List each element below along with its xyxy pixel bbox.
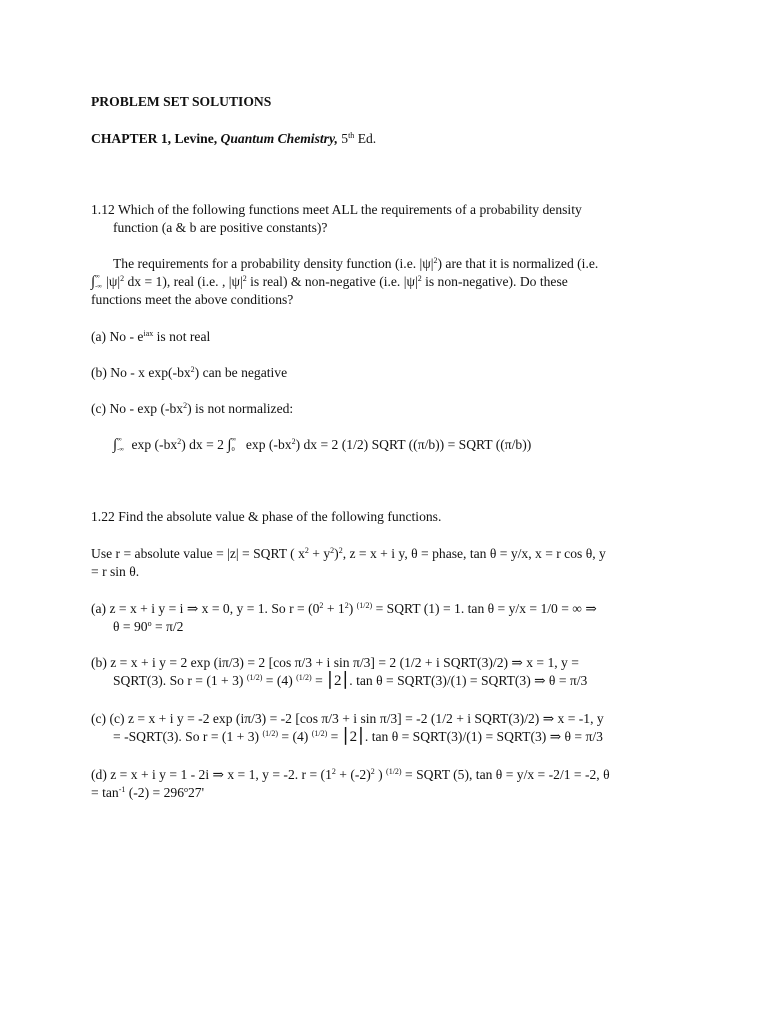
answer-a-end: is not real [153,329,211,344]
integral-sign-icon: ∫ [91,274,96,290]
answer-a [91,329,210,345]
sup: 2 [330,546,335,555]
sup: (1/2) [296,673,312,682]
answer-c-end: ) is not normalized: [187,401,294,416]
part-d-line-1 [91,767,610,783]
use-text-b: + y [308,546,331,561]
sup: (1/2) [386,767,402,776]
requirements-text-c: dx = 1), real (i.e. , |ψ| [124,274,243,289]
part-a-theta: θ = 90 [113,619,148,634]
answer-b-end: ) can be negative [194,365,288,380]
part-d-text-d: = SQRT (5), tan θ = y/x = -2/1 = -2, θ [401,767,610,782]
sup: 2 [331,767,336,776]
use-text-c: ) [334,546,339,561]
sup-2: 2 [242,274,247,283]
integral-sign-icon: ∫ [227,437,232,453]
sup: (1/2) [356,601,373,610]
sup: 2 [344,601,349,610]
part-a-line-1 [91,601,597,617]
answer-b-text: (b) No - x exp(-bx [91,365,191,380]
equation-part-1: exp (-bx [128,437,178,452]
part-c-text-d: . tan θ = SQRT(3)/(1) = SQRT(3) ⇒ θ = π/3 [364,729,603,744]
part-d-tan: = tan [91,785,119,800]
part-c-text-c: = [327,729,342,744]
chapter-prefix: CHAPTER 1, Levine, [91,131,221,146]
answer-c [91,401,293,417]
integral-upper-limit: ∞ [95,273,100,280]
answer-a-text: (a) No - e [91,329,144,344]
integral-lower-limit: -∞ [117,446,124,453]
answer-a-sup: iax [143,329,154,338]
part-d-minutes: 27' [188,785,205,800]
part-d-text-a: (d) z = x + i y = 1 - 2i ⇒ x = 1, y = -2. r = (1 [91,767,332,782]
chapter-heading [91,131,376,147]
degree-sup: o [184,785,188,794]
equation-part-2: ) dx = 2 [181,437,228,452]
requirements-text-a: The requirements for a probability density function (i.e. |ψ| [113,256,434,271]
degree-sup: o [147,619,152,628]
part-b-text-d: . tan θ = SQRT(3)/(1) = SQRT(3) ⇒ θ = π/3 [349,673,588,688]
sup: 2 [304,546,309,555]
part-c-line-1: (c) (c) z = x + i y = -2 exp (iπ/3) = -2 [cos π/3 + i sin π/3] = -2 (1/2 + i SQRT(3)/2) ⇒ x = -1, y [91,711,604,726]
integral-sign-icon: ∫ [113,437,118,453]
page-title: PROBLEM SET SOLUTIONS [91,94,272,109]
part-b-text-a: SQRT(3). So r = (1 + 3) [113,673,247,688]
answer-c-sup: 2 [183,401,188,410]
inverse-sup: -1 [118,785,126,794]
integral-upper-limit: ∞ [117,436,122,443]
part-a-line-2 [113,619,183,635]
normalization-equation [113,437,531,453]
part-b-abs-value: ⎮2⎮ [326,673,350,689]
requirements-text-e: is non-negative). Do these [421,274,568,289]
edition-number: 5 [337,131,349,146]
equation-part-3: exp (-bx [242,437,292,452]
sup-2: 2 [120,274,125,283]
use-text-d: , z = x + i y, θ = phase, tan θ = y/x, x = r cos θ, y [342,546,606,561]
part-c-text-b: = (4) [278,729,312,744]
part-a-text-d: = SQRT (1) = 1. tan θ = y/x = 1/0 = ∞ ⇒ [372,601,597,616]
part-b-text-c: = [311,673,327,688]
sup-2: 2 [417,274,422,283]
use-line-1 [91,546,606,562]
integral-limits [231,438,242,452]
sup-2: 2 [291,437,296,446]
answer-c-text: (c) No - exp (-bx [91,401,184,416]
part-d-line-2 [91,785,204,801]
requirements-line-3: functions meet the above conditions? [91,292,294,307]
psi-squared-sup: 2 [433,256,438,265]
sup: (1/2) [262,729,278,738]
psi-abs: |ψ| [106,274,121,289]
requirements-line-1 [113,256,598,272]
part-b-line-1: (b) z = x + i y = 2 exp (iπ/3) = 2 [cos π/3 + i sin π/3] = 2 (1/2 + i SQRT(3)/2) ⇒ x = 1, y = [91,655,579,670]
part-a-theta-end: = π/2 [151,619,184,634]
part-d-text-b: + (-2) [335,767,371,782]
integral-lower-limit: 0 [231,446,235,453]
part-a-text-c: ) [348,601,357,616]
problem-1-22-question: 1.22 Find the absolute value & phase of the following functions. [91,509,442,524]
requirements-text-b: ) are that it is normalized (i.e. [437,256,599,271]
part-d-text-c: ) [374,767,387,782]
edition-superscript: th [348,131,355,140]
answer-b-sup: 2 [190,365,195,374]
sup: 2 [338,546,343,555]
use-text-a: Use r = absolute value = |z| = SQRT ( x [91,546,305,561]
part-b-text-b: = (4) [262,673,297,688]
problem-1-12-question-line-1: 1.12 Which of the following functions meet ALL the requirements of a probability density [91,202,582,217]
sup: 2 [319,601,324,610]
use-line-2: = r sin θ. [91,564,140,579]
requirements-text-d: is real) & non-negative (i.e. |ψ| [246,274,418,289]
part-c-line-2 [113,729,603,745]
sup: (1/2) [246,673,263,682]
part-a-text-a: (a) z = x + i y = i ⇒ x = 0, y = 1. So r = (0 [91,601,320,616]
equation-part-4: ) dx = 2 (1/2) SQRT ((π/b)) = SQRT ((π/b)) [295,437,532,452]
integral-limits [95,275,106,289]
part-a-text-b: + 1 [323,601,345,616]
part-c-abs-value: ⎮2⎮ [341,729,365,745]
problem-1-12-question-line-2: function (a & b are positive constants)? [113,220,328,235]
part-d-angle: (-2) = 296 [125,785,184,800]
part-b-line-2 [113,673,587,689]
sup: 2 [370,767,375,776]
requirements-line-2 [91,274,568,290]
sup: (1/2) [311,729,328,738]
part-c-text-a: = -SQRT(3). So r = (1 + 3) [113,729,263,744]
integral-upper-limit: ∞ [231,436,237,443]
answer-b [91,365,287,381]
integral-limits [117,438,128,452]
book-title: Quantum Chemistry, [220,131,338,146]
edition-suffix: Ed. [354,131,377,146]
sup-2: 2 [177,437,182,446]
integral-lower-limit: -∞ [95,283,102,290]
